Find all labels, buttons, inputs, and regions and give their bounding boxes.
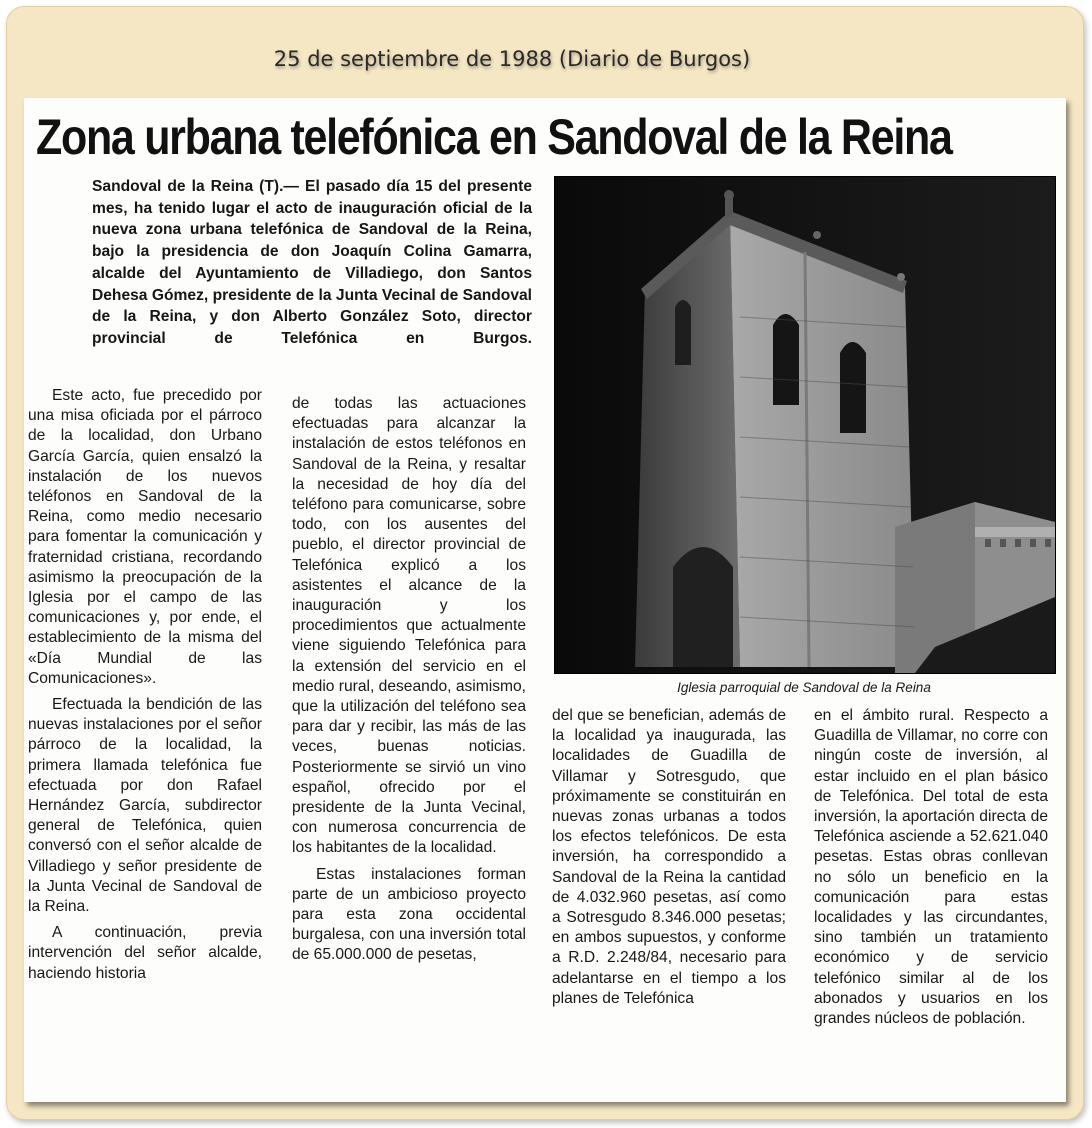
paragraph: del que se benefician, además de la localidad ya inaugurada, las localidades de Guadilla de Villamar y Sotresgudo, que próximamente se constituirán en nuevas zonas urbanas a todos los efectos telefónicos. De esta inversión, ha correspondido a Sandoval de la Reina la cantidad de 4.032.960 pesetas, así como a Sotresgudo 8.346.000 pesetas; en ambos supuestos, y conforme a R.D. 2.248/84, necesario para adelantarse en el tiempo a los planes de Telefónica [552,707,786,1007]
paragraph: Estas instalaciones forman parte de un ambicioso proyecto para esta zona occidental burgalesa, con una inversión total de 65.000.000 de pesetas, [292,865,526,964]
article-lead: Sandoval de la Reina (T).— El pasado día 15 del presente mes, ha tenido lugar el acto de inauguración oficial de la nueva zona urbana telefónica de Sandoval de la Reina, bajo la presidencia de don Joaquín Colina Gamarra, alcalde del Ayuntamiento de Villadiego, don Santos Dehesa Gómez, presidente de la Junta Vecinal de Sandoval de la Reina, y don Alberto González Soto, director provincial de Telefónica en Burgos. [92,178,532,347]
article-column-1 [28,386,262,990]
date-caption: 25 de septiembre de 1988 (Diario de Burgos) [273,47,751,71]
church-tower-image [555,177,1055,673]
article-headline: Zona urbana telefónica en Sandoval de la Reina [36,109,952,165]
paragraph: en el ámbito rural. Respecto a Guadilla de Villamar, no corre con ningún coste de inversión, al estar incluido en el plan básico de Telefónica. Del total de esta inversión, la aportación directa de Telefónica asciende a 52.621.040 pesetas. Estas obras conllevan no sólo un beneficio en la comunicación para estas localidades y las circundantes, sino también un tratamiento económico y de servicio telefónico similar al de los abonados y usuarios en los grandes núcleos de población. [814,707,1048,1028]
paragraph: de todas las actuaciones efectuadas para alcanzar la instalación de estos teléfonos en Sandoval de la Reina, y resaltar la necesidad de hoy día del teléfono para comunicarse, sobre todo, con los ausentes del pueblo, el director provincial de Telefónica explicó a los asistentes el alcance de la inauguración y los procedimientos que actualmente viene siguiendo Telefónica para la extensión del servicio en el medio rural, deseando, asimismo, que la utilización del teléfono sea para dar y recibir, las más de las veces, buenas noticias. Posteriormente se sirvió un vino español, ofrecido por el presidente de la Junta Vecinal, con numerosa concurrencia de los habitantes de la localidad. [292,395,527,857]
paragraph: Este acto, fue precedido por una misa oficiada por el párroco de la localidad, don Urbano García García, quien ensalzó la instalación de los nuevos teléfonos en Sandoval de la Reina, como medio necesario para fomentar la comunicación y fraternidad cristiana, recordando asimismo la preocupación de la Iglesia por el campo de las comunicaciones y, por ende, el establecimiento de la misma del «Día Mundial de las Comunicaciones». [28,387,262,687]
article-column-2 [292,394,526,972]
church-photo [554,176,1056,674]
article-column-4 [814,706,1048,1035]
paragraph: Efectuada la bendición de las nuevas instalaciones por el señor párroco de la localidad, la primera llamada telefónica fue efectuada por don Rafael Hernández García, subdirector general de Telefónica, quien conversó con el señor alcalde de Villadiego y señor presidente de la Junta Vecinal de Sandoval de la Reina. [28,696,262,916]
newspaper-clipping [24,98,1066,1102]
article-column-3 [552,706,786,1015]
paragraph: A continuación, previa intervención del señor alcalde, haciendo historia [28,924,262,982]
photo-caption: Iglesia parroquial de Sandoval de la Reina [677,680,931,695]
